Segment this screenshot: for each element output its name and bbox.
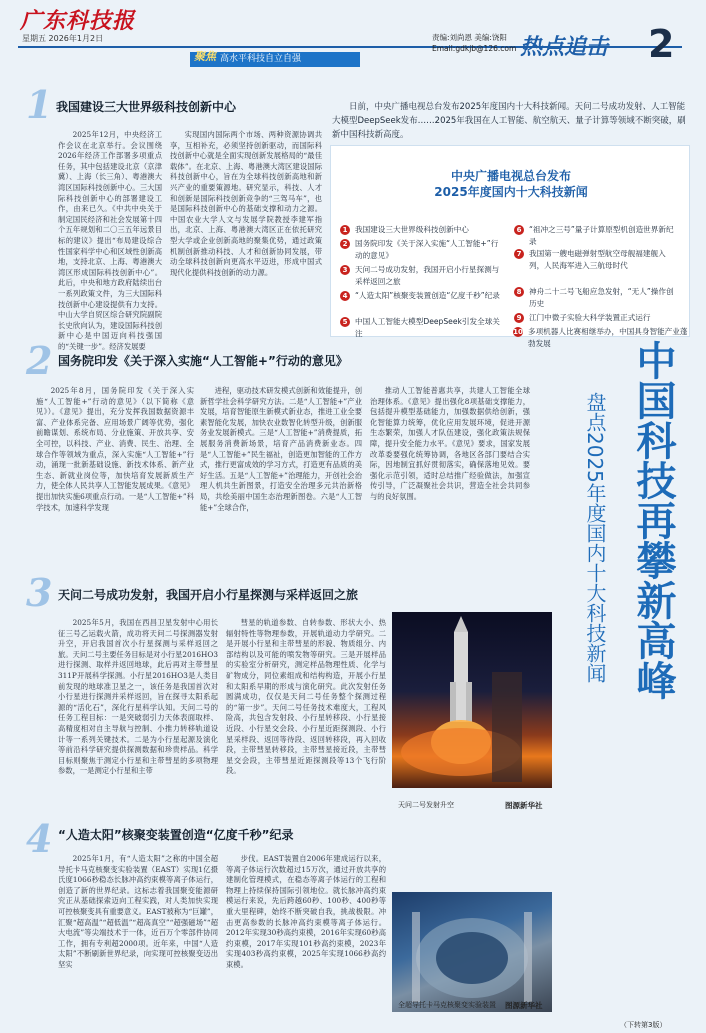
section-3-text-1: 2025年5月，我国在西昌卫星发射中心用长征三号乙运载火箭，成功将天问二号探测器发射升空，开启我国首次小行星探测与采样返回之旅。天问二号主要任务目标是对小行星2016HO3进行探测、取样并返回地球，此后再对主带彗星311P开展科学探测。小行星2016HO3是人类目前发现的地球准卫星之一，该任务是我国首次对小行星进行探测并采样返回，旨在探寻太阳系起源的“活化石”，深化行星科学认知。天问二号的任务工程目标：一是突破弱引力天体表面取样、高精度相对自主导航与控制、小推力转移轨道设计等一系列关键技术。二是为小行星起源及演化等前沿科学研究提供探测数据和珍贵样品。科学目标则聚焦于测定小行星和主带彗星的多项物理参数，一是测定小行星和主带 xyxy=(58,618,218,776)
list-item xyxy=(342,316,505,340)
photo-credit-1: 图源新华社 xyxy=(505,801,543,810)
feature-title: 中国科技再攀新高峰 xyxy=(630,340,676,700)
section-2-number: 2 xyxy=(26,338,53,383)
editor-email[interactable]: Email:gdkjb@126.com xyxy=(432,44,517,53)
section-2-text-1: 2025年8月，国务院印发《关于深入实施“人工智能+”行动的意见》（以下简称《意见》）。《意见》提出，充分发挥我国数据资源丰富、产业体系完备、应用场景广阔等优势，强化前瞻谋划、系统布局、分业施策、开放共享、安全可控，以科技、产业、消费、民生、治理、全球合作等领域为重点，深入实施“人工智能+”行动，涌现一批新基础设施、新技术体系、新产业生态、新就业岗位等，加快培育发展新质生产力，使全体人民共享人工智能发展成果。《意见》提出加快实施6项重点行动。一是“人工智能+”科学技术，加速科学发现 xyxy=(36,386,194,512)
photo-caption-2: 全超导托卡马克核聚变实验装置 xyxy=(398,1001,496,1009)
top-ten-title xyxy=(331,168,691,200)
section-1-col-2 xyxy=(170,130,322,350)
list-item xyxy=(516,224,679,248)
list-item xyxy=(342,290,505,302)
list-text: 我国第一艘电磁弹射型航空母舰福建舰入列，人民海军进入三航母时代 xyxy=(529,249,666,270)
list-text: 中国人工智能大模型DeepSeek引发全球关注 xyxy=(355,317,500,338)
section-4-col-2 xyxy=(226,854,386,1022)
list-number: 3 xyxy=(340,265,350,275)
section-1-title: 我国建设三大世界级科技创新中心 xyxy=(56,100,237,114)
list-text: 神舟二十二号飞船应急发射，“无人”操作创历史 xyxy=(529,287,674,308)
section-1-text-2: 实现国内国际两个市场、两种资源协调共享，互相补充，必须坚持创新驱动，而国际科技创新中心就是全面实现创新发展格局的“最佳载体”。在北京、上海、粤港澳大湾区建设国际科技创新中心，旨在为全球科技创新高地和新兴产业的重要策源地。研究显示，科技、人才和创新是国际科技创新竞争的“三驾马车”，也是国际科技创新中心的基础支撑和动力之源。中国农业大学人文与发展学院教授李建军指出，北京、上海、粤港澳大湾区正在依托研究型大学或企业创新高地的聚集优势，通过政策机制创新推动科技、人才和创新协同发展，带动全球科技创新向更高水平迈进，形成中国式现代化提供科技创新的动力源。 xyxy=(170,130,322,277)
list-text: 天问二号成功发射，我国开启小行星探测与采样返回之旅 xyxy=(355,265,500,286)
section-4-text-2: 步伐。EAST装置自2006年建成运行以来，等离子体运行次数超过15万次，通过开放共享的建制化管理模式，在稳态等离子体运行的工程和物理上持续保持国际引领地位。就长脉冲高约束模运行来说，先后跨越60秒、100秒、400秒等重大里程碑，始终不断突破自我，挑战极限。冲击更高参数的长脉冲高约束模等离子体运行。2012年实现30秒高约束模，2016年实现60秒高约束模，2017年实现101秒高约束模，2023年实现403秒高约束模，2025年实现1066秒高约束模。 xyxy=(226,854,386,969)
list-number: 4 xyxy=(340,291,350,301)
section-tag: 聚焦 xyxy=(194,50,216,63)
list-number: 1 xyxy=(340,225,350,235)
section-1-text-1: 2025年12月，中央经济工作会议在北京举行。会议围绕2026年经济工作部署多项重点任务，其中包括建设北京（京津冀）、上海（长三角）、粤港澳大湾区国际科技创新中心。三大国际科技创新中心的部署建设工作，由来已久。《中共中央关于制定国民经济和社会发展第十四个五年规划和二〇三五年远景目标的建议》提出“布局建设综合性国家科学中心和区域性创新高地，支持北京、上海、粤港澳大湾区形成国际科技创新中心”。此后，中央和地方政府陆续出台一系列政策文件，为三大国际科技创新中心建设提供有力支持。中山大学自贸区综合研究院副院长史欣向认为，建设国际科技创新中心是中国迈向科技强国的“关键一步”。经济发展要 xyxy=(58,130,162,351)
photo-caption-1: 天问二号发射升空 xyxy=(398,801,454,809)
list-number: 7 xyxy=(514,249,524,259)
section-4-title: “人造太阳”核聚变装置创造“亿度千秒”纪录 xyxy=(58,828,294,842)
rocket-launch-photo xyxy=(392,612,552,788)
list-item xyxy=(342,238,505,262)
continued-notice: （下转第3版） xyxy=(620,1021,667,1029)
list-text: “人造太阳”核聚变装置创造“亿度千秒”纪录 xyxy=(355,291,500,300)
list-item xyxy=(516,312,679,324)
list-text: 我国建设三大世界级科技创新中心 xyxy=(355,225,469,234)
feature-subtitle: 盘点2025年度国内十大科技新闻 xyxy=(583,392,607,683)
fusion-illustration xyxy=(392,892,552,1012)
section-2-text-3: 推动人工智能普惠共享，共建人工智能全球治理体系。《意见》提出强化8项基础支撑能力，包括提升模型基础能力，加强数据供给创新，强化智能算力统筹，优化应用发展环境，促进开源生态繁荣，加强人才队伍建设，强化政策法规保障，提升安全能力水平。《意见》要求，国家发展改革委要强化统筹协调，各地区各部门要结合实际，因地制宜抓好贯彻落实，确保落地见效。要强化示范引领，适时总结推广经验做法，加强宣传引导，广泛凝聚社会共识，营造全社会共同参与的良好氛围。 xyxy=(370,386,530,501)
list-number: 9 xyxy=(514,313,524,323)
section-1-col-1 xyxy=(58,130,162,351)
list-item xyxy=(516,248,679,272)
section-3-text-2: 彗星的轨道参数、自转参数、形状大小、热辐射特性等物理参数，开展轨道动力学研究。二是开展小行星和主带彗星的形貌、物质组分、内部结构以及可能的喷发物等研究。三是开展样品的实验室分析研究，测定样品物理性质、化学与矿物成分，同位素组成和结构构造，开展小行星和太阳系早期的形成与演化研究。此次发射任务圆满成功，仅仅是天问二号任务整个探测过程的“第一步”。天问二号任务技术难度大，工程风险高，共包含发射段、小行星转移段、小行星接近段、小行星交会段、小行星近距探测段、小行星采样段、返回等待段、返回转移段，再入回收段，主带彗星转移段，主带彗星接近段，主带彗星交会段，主带彗星近距探测段等13个飞行阶段。 xyxy=(226,618,386,776)
top-ten-title-line-1: 中央广播电视总台发布 xyxy=(450,169,571,183)
column-title: 热点追击 xyxy=(520,34,609,60)
list-number: 6 xyxy=(514,225,524,235)
newspaper-logo: 广东科技报 xyxy=(20,8,136,34)
feature-title-panel xyxy=(600,330,700,890)
list-number: 5 xyxy=(340,317,350,327)
section-2-col-3 xyxy=(370,386,530,536)
intro-paragraph: 日前，中央广播电视总台发布2025年度国内十大科技新闻。天问二号成功发射、人工智能大模型DeepSeek发布……2025年我国在人工智能、航空航天、量子计算等领域不断突破，刷新中国科技新高度。 xyxy=(332,102,686,140)
top-ten-title-line-2: 2025年度国内十大科技新闻 xyxy=(434,185,588,199)
list-item xyxy=(342,264,505,288)
masthead xyxy=(0,0,706,66)
issue-date: 星期五 2026年1月2日 xyxy=(22,34,104,43)
top-ten-box xyxy=(330,145,690,337)
section-ribbon xyxy=(190,52,360,67)
section-2-col-2 xyxy=(200,386,362,536)
list-item xyxy=(342,224,505,236)
list-item xyxy=(516,286,679,310)
section-2-text-2: 进程，驱动技术研发模式创新和效能提升，创新哲学社会科学研究方法。二是“人工智能+”产业发展，培育智能原生新模式新业态，推进工业全要素智能化发展，加快农业数智化转型升级，创新服务业发展新模式。三是“人工智能+”消费提质，拓展服务消费新场景，培育产品消费新业态。四是“人工智能+”民生福祉，创造更加智能的工作方式，推行更富成效的学习方式，打造更有品质的美好生活。五是“人工智能+”治理能力，开创社会治理人机共生新图景，打造安全治理多元共治新格局，共绘美丽中国生态治理新图卷。六是“人工智能+”全球合作， xyxy=(200,386,362,512)
section-1-number: 1 xyxy=(26,82,53,127)
section-4-col-1 xyxy=(58,854,218,1022)
list-text: “祖冲之三号”量子计算原型机创造世界新纪录 xyxy=(529,225,674,246)
section-3-number: 3 xyxy=(26,570,53,615)
section-4-number: 4 xyxy=(26,816,53,861)
list-text: 多项机器人比赛相继举办，中国具身智能产业蓬勃发展 xyxy=(528,327,688,348)
rocket-illustration xyxy=(392,612,552,788)
section-4-text-1: 2025年1月，有“人造太阳”之称的中国全超导托卡马克核聚变实验装置（EAST）实现1亿摄氏度1066秒稳态长脉冲高约束模等离子体运行，创造了新的世界纪录。这标志着我国聚变能源研究正从基础探索迈向工程实践，对人类加快实现可控核聚变具有重要意义。EAST被称为“巨罐”，汇聚“超高温”“超低温”“超高真空”“超强磁场”“超大电流”等尖端技术于一体，近百万个零部件协同工作，拥有专利超2000项。近年来，中国“人造太阳”不断刷新世界纪录，向实现可控核聚变迈出坚实 xyxy=(58,854,218,969)
photo-credit-2: 图源新华社 xyxy=(505,1001,543,1010)
section-2-title: 国务院印发《关于深入实施“人工智能+”行动的意见》 xyxy=(58,354,348,368)
list-number: 2 xyxy=(340,239,350,249)
page-number: 2 xyxy=(648,22,675,66)
section-ribbon-text: 高水平科技自立自强 xyxy=(220,54,302,64)
list-number: 10 xyxy=(513,328,523,336)
list-text: 国务院印发《关于深入实施“人工智能+”行动的意见》 xyxy=(355,239,499,260)
editor-names: 责编:刘尚恩 美编:饶阳 xyxy=(432,33,507,42)
list-number: 8 xyxy=(514,287,524,297)
section-2-col-1 xyxy=(36,386,194,536)
editor-credits xyxy=(432,32,516,54)
fusion-device-photo xyxy=(392,892,552,1012)
section-3-title: 天问二号成功发射，我国开启小行星探测与采样返回之旅 xyxy=(58,588,359,602)
list-text: 江门中微子实验大科学装置正式运行 xyxy=(529,313,651,322)
section-3-col-2 xyxy=(226,618,386,824)
section-3-col-1 xyxy=(58,618,218,824)
